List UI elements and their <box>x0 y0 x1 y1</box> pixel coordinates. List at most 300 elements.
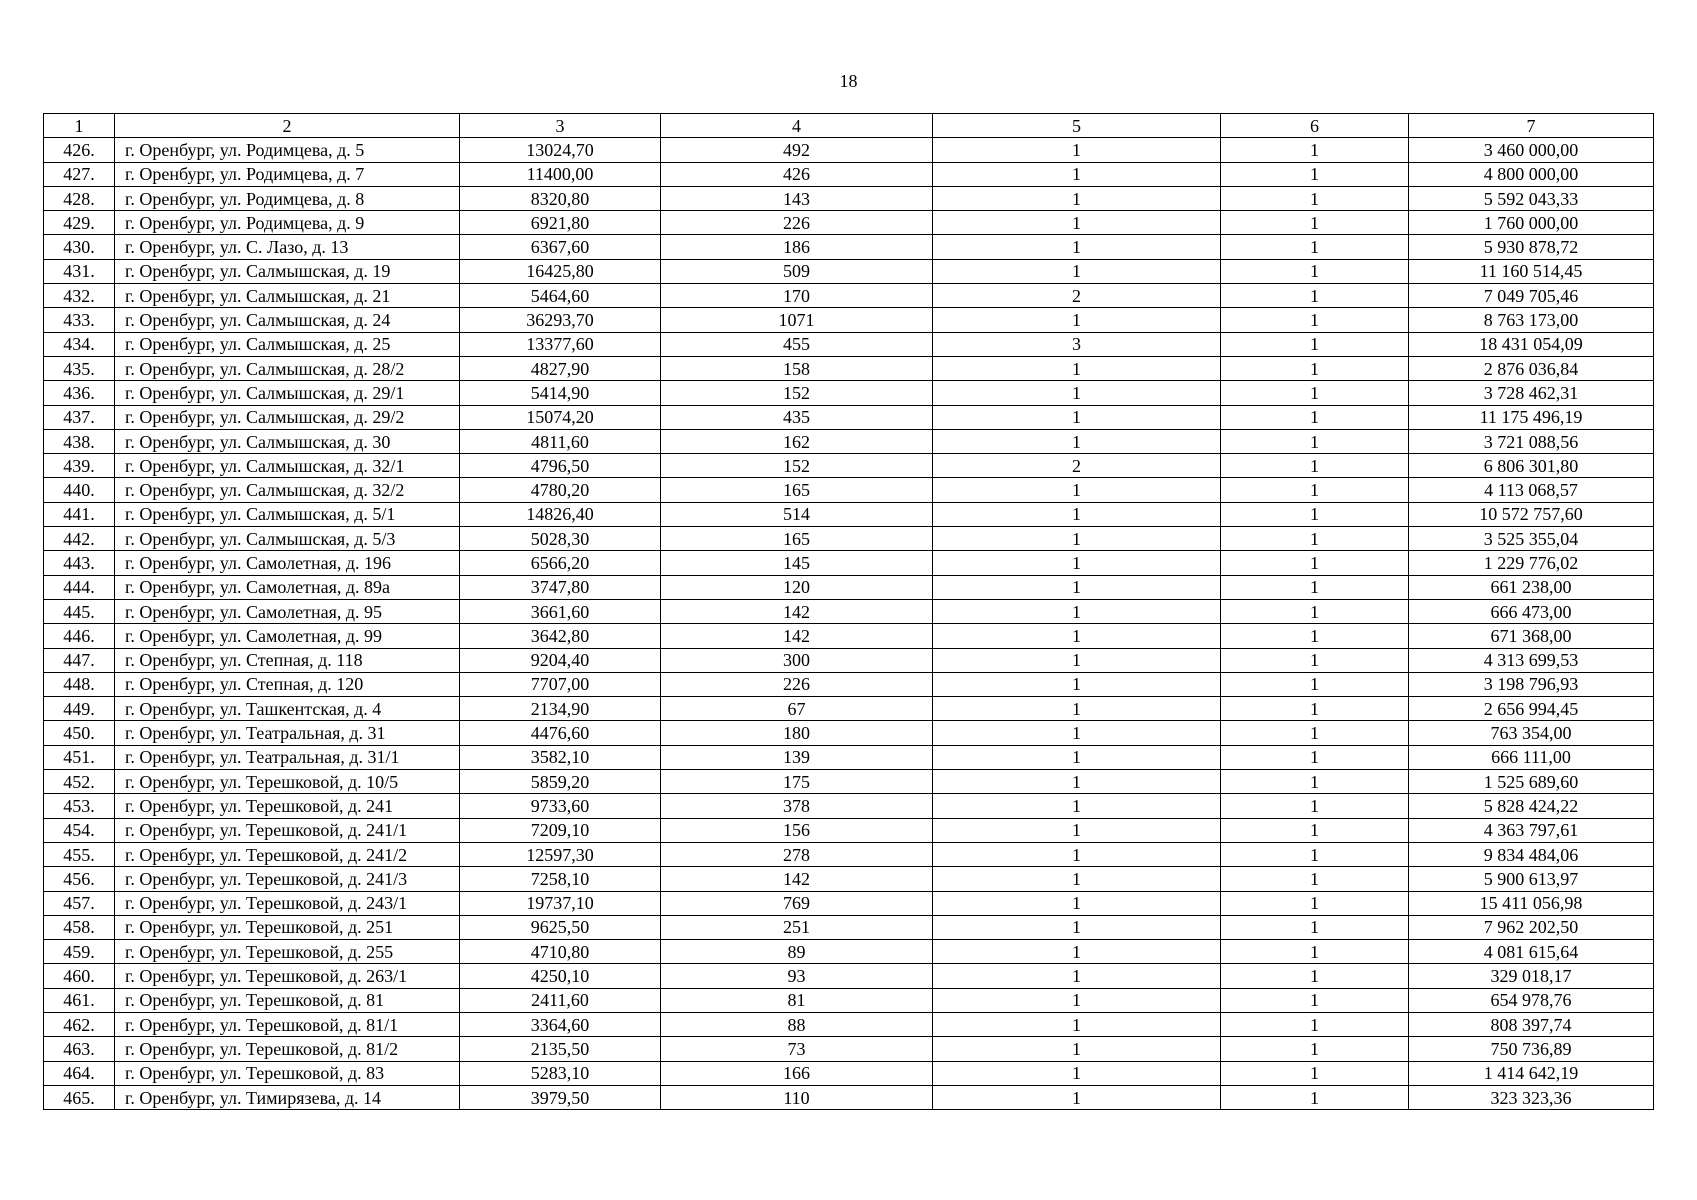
amount-cell: 750 736,89 <box>1409 1037 1654 1061</box>
table-row <box>44 1085 1654 1109</box>
col5-cell: 1 <box>933 915 1221 939</box>
address-cell: г. Оренбург, ул. Самолетная, д. 89а <box>115 575 460 599</box>
col5-cell: 1 <box>933 964 1221 988</box>
address-cell: г. Оренбург, ул. Терешковой, д. 243/1 <box>115 891 460 915</box>
amount-cell: 3 198 796,93 <box>1409 672 1654 696</box>
col6-cell: 1 <box>1221 478 1409 502</box>
residents-cell: 300 <box>661 648 933 672</box>
table-row <box>44 211 1654 235</box>
residents-cell: 492 <box>661 138 933 162</box>
address-cell: г. Оренбург, ул. Тимирязева, д. 14 <box>115 1085 460 1109</box>
col6-cell: 1 <box>1221 867 1409 891</box>
address-cell: г. Оренбург, ул. Терешковой, д. 241/2 <box>115 842 460 866</box>
col5-cell: 1 <box>933 745 1221 769</box>
amount-cell: 5 930 878,72 <box>1409 235 1654 259</box>
table-row <box>44 332 1654 356</box>
table-row <box>44 381 1654 405</box>
col5-cell: 1 <box>933 842 1221 866</box>
col6-cell: 1 <box>1221 1061 1409 1085</box>
area-cell: 2134,90 <box>460 697 661 721</box>
amount-cell: 4 363 797,61 <box>1409 818 1654 842</box>
amount-cell: 666 111,00 <box>1409 745 1654 769</box>
col5-cell: 1 <box>933 672 1221 696</box>
row-number-cell: 455. <box>44 842 115 866</box>
amount-cell: 15 411 056,98 <box>1409 891 1654 915</box>
row-number-cell: 441. <box>44 502 115 526</box>
row-number-cell: 462. <box>44 1012 115 1036</box>
col5-cell: 1 <box>933 259 1221 283</box>
table-row <box>44 454 1654 478</box>
amount-cell: 4 800 000,00 <box>1409 162 1654 186</box>
amount-cell: 763 354,00 <box>1409 721 1654 745</box>
col6-cell: 1 <box>1221 138 1409 162</box>
amount-cell: 329 018,17 <box>1409 964 1654 988</box>
table-row <box>44 1061 1654 1085</box>
table-row <box>44 818 1654 842</box>
amount-cell: 6 806 301,80 <box>1409 454 1654 478</box>
col6-cell: 1 <box>1221 502 1409 526</box>
residents-cell: 73 <box>661 1037 933 1061</box>
residents-cell: 152 <box>661 381 933 405</box>
address-cell: г. Оренбург, ул. Салмышская, д. 29/1 <box>115 381 460 405</box>
area-cell: 12597,30 <box>460 842 661 866</box>
col6-cell: 1 <box>1221 1037 1409 1061</box>
row-number-cell: 447. <box>44 648 115 672</box>
address-cell: г. Оренбург, ул. Терешковой, д. 241 <box>115 794 460 818</box>
table-row <box>44 186 1654 210</box>
col5-cell: 1 <box>933 1012 1221 1036</box>
col6-cell: 1 <box>1221 259 1409 283</box>
residents-cell: 175 <box>661 770 933 794</box>
area-cell: 7707,00 <box>460 672 661 696</box>
residents-cell: 226 <box>661 211 933 235</box>
address-cell: г. Оренбург, ул. С. Лазо, д. 13 <box>115 235 460 259</box>
area-cell: 2411,60 <box>460 988 661 1012</box>
registry-table <box>43 113 1654 1110</box>
table-row <box>44 770 1654 794</box>
area-cell: 2135,50 <box>460 1037 661 1061</box>
col5-cell: 1 <box>933 429 1221 453</box>
address-cell: г. Оренбург, ул. Терешковой, д. 81/2 <box>115 1037 460 1061</box>
area-cell: 4827,90 <box>460 356 661 380</box>
table-row <box>44 502 1654 526</box>
col6-cell: 1 <box>1221 818 1409 842</box>
row-number-cell: 446. <box>44 624 115 648</box>
area-cell: 4476,60 <box>460 721 661 745</box>
residents-cell: 170 <box>661 284 933 308</box>
residents-cell: 455 <box>661 332 933 356</box>
address-cell: г. Оренбург, ул. Родимцева, д. 8 <box>115 186 460 210</box>
amount-cell: 5 828 424,22 <box>1409 794 1654 818</box>
residents-cell: 165 <box>661 478 933 502</box>
amount-cell: 323 323,36 <box>1409 1085 1654 1109</box>
col5-cell: 1 <box>933 381 1221 405</box>
col5-cell: 2 <box>933 284 1221 308</box>
table-row <box>44 138 1654 162</box>
area-cell: 9625,50 <box>460 915 661 939</box>
address-cell: г. Оренбург, ул. Салмышская, д. 21 <box>115 284 460 308</box>
address-cell: г. Оренбург, ул. Терешковой, д. 10/5 <box>115 770 460 794</box>
area-cell: 5283,10 <box>460 1061 661 1085</box>
area-cell: 4780,20 <box>460 478 661 502</box>
area-cell: 14826,40 <box>460 502 661 526</box>
area-cell: 3642,80 <box>460 624 661 648</box>
col6-cell: 1 <box>1221 186 1409 210</box>
col6-cell: 1 <box>1221 672 1409 696</box>
header-cell-col-1: 1 <box>44 114 115 138</box>
page-number: 18 <box>839 71 858 91</box>
col6-cell: 1 <box>1221 211 1409 235</box>
table-row <box>44 915 1654 939</box>
col5-cell: 1 <box>933 308 1221 332</box>
amount-cell: 3 525 355,04 <box>1409 527 1654 551</box>
area-cell: 8320,80 <box>460 186 661 210</box>
amount-cell: 4 081 615,64 <box>1409 940 1654 964</box>
amount-cell: 1 760 000,00 <box>1409 211 1654 235</box>
amount-cell: 7 049 705,46 <box>1409 284 1654 308</box>
area-cell: 4811,60 <box>460 429 661 453</box>
residents-cell: 145 <box>661 551 933 575</box>
amount-cell: 11 175 496,19 <box>1409 405 1654 429</box>
col5-cell: 1 <box>933 138 1221 162</box>
amount-cell: 4 313 699,53 <box>1409 648 1654 672</box>
col6-cell: 1 <box>1221 842 1409 866</box>
residents-cell: 93 <box>661 964 933 988</box>
col5-cell: 2 <box>933 454 1221 478</box>
col5-cell: 1 <box>933 502 1221 526</box>
table-row <box>44 624 1654 648</box>
row-number-cell: 432. <box>44 284 115 308</box>
amount-cell: 7 962 202,50 <box>1409 915 1654 939</box>
area-cell: 4250,10 <box>460 964 661 988</box>
address-cell: г. Оренбург, ул. Салмышская, д. 28/2 <box>115 356 460 380</box>
header-cell-col-4: 4 <box>661 114 933 138</box>
col5-cell: 1 <box>933 575 1221 599</box>
table-row <box>44 356 1654 380</box>
col6-cell: 1 <box>1221 381 1409 405</box>
residents-cell: 142 <box>661 867 933 891</box>
residents-cell: 152 <box>661 454 933 478</box>
row-number-cell: 456. <box>44 867 115 891</box>
residents-cell: 1071 <box>661 308 933 332</box>
row-number-cell: 454. <box>44 818 115 842</box>
col6-cell: 1 <box>1221 794 1409 818</box>
col6-cell: 1 <box>1221 1012 1409 1036</box>
address-cell: г. Оренбург, ул. Терешковой, д. 81 <box>115 988 460 1012</box>
address-cell: г. Оренбург, ул. Родимцева, д. 7 <box>115 162 460 186</box>
table-row <box>44 988 1654 1012</box>
table-row <box>44 599 1654 623</box>
col6-cell: 1 <box>1221 429 1409 453</box>
residents-cell: 378 <box>661 794 933 818</box>
area-cell: 13377,60 <box>460 332 661 356</box>
col6-cell: 1 <box>1221 551 1409 575</box>
table-row <box>44 672 1654 696</box>
table-row <box>44 405 1654 429</box>
row-number-cell: 439. <box>44 454 115 478</box>
table-row <box>44 721 1654 745</box>
residents-cell: 166 <box>661 1061 933 1085</box>
col6-cell: 1 <box>1221 697 1409 721</box>
col5-cell: 1 <box>933 527 1221 551</box>
table-row <box>44 648 1654 672</box>
amount-cell: 18 431 054,09 <box>1409 332 1654 356</box>
col5-cell: 1 <box>933 818 1221 842</box>
header-cell-col-3: 3 <box>460 114 661 138</box>
amount-cell: 3 728 462,31 <box>1409 381 1654 405</box>
col6-cell: 1 <box>1221 915 1409 939</box>
row-number-cell: 448. <box>44 672 115 696</box>
row-number-cell: 428. <box>44 186 115 210</box>
col6-cell: 1 <box>1221 624 1409 648</box>
residents-cell: 162 <box>661 429 933 453</box>
table-row <box>44 1037 1654 1061</box>
table-row <box>44 964 1654 988</box>
row-number-cell: 463. <box>44 1037 115 1061</box>
address-cell: г. Оренбург, ул. Ташкентская, д. 4 <box>115 697 460 721</box>
row-number-cell: 427. <box>44 162 115 186</box>
amount-cell: 1 229 776,02 <box>1409 551 1654 575</box>
address-cell: г. Оренбург, ул. Театральная, д. 31/1 <box>115 745 460 769</box>
area-cell: 5414,90 <box>460 381 661 405</box>
col5-cell: 1 <box>933 235 1221 259</box>
amount-cell: 9 834 484,06 <box>1409 842 1654 866</box>
row-number-cell: 433. <box>44 308 115 332</box>
area-cell: 19737,10 <box>460 891 661 915</box>
residents-cell: 769 <box>661 891 933 915</box>
address-cell: г. Оренбург, ул. Салмышская, д. 5/3 <box>115 527 460 551</box>
address-cell: г. Оренбург, ул. Салмышская, д. 24 <box>115 308 460 332</box>
row-number-cell: 464. <box>44 1061 115 1085</box>
row-number-cell: 435. <box>44 356 115 380</box>
col5-cell: 1 <box>933 1085 1221 1109</box>
col6-cell: 1 <box>1221 405 1409 429</box>
address-cell: г. Оренбург, ул. Салмышская, д. 32/2 <box>115 478 460 502</box>
col5-cell: 1 <box>933 478 1221 502</box>
col5-cell: 1 <box>933 697 1221 721</box>
area-cell: 6566,20 <box>460 551 661 575</box>
residents-cell: 278 <box>661 842 933 866</box>
header-row <box>44 114 1654 138</box>
col6-cell: 1 <box>1221 964 1409 988</box>
residents-cell: 186 <box>661 235 933 259</box>
table-row <box>44 235 1654 259</box>
row-number-cell: 457. <box>44 891 115 915</box>
col5-cell: 1 <box>933 186 1221 210</box>
address-cell: г. Оренбург, ул. Салмышская, д. 29/2 <box>115 405 460 429</box>
address-cell: г. Оренбург, ул. Терешковой, д. 263/1 <box>115 964 460 988</box>
col6-cell: 1 <box>1221 284 1409 308</box>
address-cell: г. Оренбург, ул. Салмышская, д. 30 <box>115 429 460 453</box>
table-row <box>44 308 1654 332</box>
col5-cell: 1 <box>933 1061 1221 1085</box>
residents-cell: 81 <box>661 988 933 1012</box>
header-cell-col-5: 5 <box>933 114 1221 138</box>
row-number-cell: 461. <box>44 988 115 1012</box>
row-number-cell: 438. <box>44 429 115 453</box>
address-cell: г. Оренбург, ул. Салмышская, д. 32/1 <box>115 454 460 478</box>
col6-cell: 1 <box>1221 745 1409 769</box>
area-cell: 5028,30 <box>460 527 661 551</box>
residents-cell: 139 <box>661 745 933 769</box>
residents-cell: 89 <box>661 940 933 964</box>
col5-cell: 1 <box>933 867 1221 891</box>
area-cell: 36293,70 <box>460 308 661 332</box>
table-row <box>44 284 1654 308</box>
area-cell: 7258,10 <box>460 867 661 891</box>
col5-cell: 1 <box>933 794 1221 818</box>
address-cell: г. Оренбург, ул. Терешковой, д. 241/1 <box>115 818 460 842</box>
row-number-cell: 445. <box>44 599 115 623</box>
table-row <box>44 162 1654 186</box>
row-number-cell: 436. <box>44 381 115 405</box>
table-row <box>44 794 1654 818</box>
col6-cell: 1 <box>1221 162 1409 186</box>
area-cell: 3364,60 <box>460 1012 661 1036</box>
residents-cell: 156 <box>661 818 933 842</box>
col5-cell: 1 <box>933 648 1221 672</box>
col5-cell: 1 <box>933 1037 1221 1061</box>
row-number-cell: 452. <box>44 770 115 794</box>
area-cell: 3979,50 <box>460 1085 661 1109</box>
col5-cell: 1 <box>933 988 1221 1012</box>
col5-cell: 1 <box>933 405 1221 429</box>
row-number-cell: 442. <box>44 527 115 551</box>
area-cell: 11400,00 <box>460 162 661 186</box>
residents-cell: 435 <box>661 405 933 429</box>
col6-cell: 1 <box>1221 721 1409 745</box>
row-number-cell: 426. <box>44 138 115 162</box>
col6-cell: 1 <box>1221 332 1409 356</box>
amount-cell: 5 900 613,97 <box>1409 867 1654 891</box>
address-cell: г. Оренбург, ул. Терешковой, д. 81/1 <box>115 1012 460 1036</box>
col5-cell: 3 <box>933 332 1221 356</box>
address-cell: г. Оренбург, ул. Театральная, д. 31 <box>115 721 460 745</box>
area-cell: 6367,60 <box>460 235 661 259</box>
row-number-cell: 444. <box>44 575 115 599</box>
table-row <box>44 745 1654 769</box>
residents-cell: 509 <box>661 259 933 283</box>
area-cell: 5859,20 <box>460 770 661 794</box>
amount-cell: 2 656 994,45 <box>1409 697 1654 721</box>
col5-cell: 1 <box>933 891 1221 915</box>
col5-cell: 1 <box>933 624 1221 648</box>
amount-cell: 661 238,00 <box>1409 575 1654 599</box>
residents-cell: 143 <box>661 186 933 210</box>
amount-cell: 1 414 642,19 <box>1409 1061 1654 1085</box>
row-number-cell: 449. <box>44 697 115 721</box>
amount-cell: 4 113 068,57 <box>1409 478 1654 502</box>
address-cell: г. Оренбург, ул. Терешковой, д. 83 <box>115 1061 460 1085</box>
address-cell: г. Оренбург, ул. Родимцева, д. 9 <box>115 211 460 235</box>
table-row <box>44 842 1654 866</box>
address-cell: г. Оренбург, ул. Степная, д. 118 <box>115 648 460 672</box>
table-row <box>44 575 1654 599</box>
area-cell: 15074,20 <box>460 405 661 429</box>
amount-cell: 2 876 036,84 <box>1409 356 1654 380</box>
col6-cell: 1 <box>1221 770 1409 794</box>
area-cell: 13024,70 <box>460 138 661 162</box>
col6-cell: 1 <box>1221 1085 1409 1109</box>
area-cell: 16425,80 <box>460 259 661 283</box>
col6-cell: 1 <box>1221 527 1409 551</box>
area-cell: 4796,50 <box>460 454 661 478</box>
residents-cell: 120 <box>661 575 933 599</box>
residents-cell: 514 <box>661 502 933 526</box>
address-cell: г. Оренбург, ул. Родимцева, д. 5 <box>115 138 460 162</box>
area-cell: 9733,60 <box>460 794 661 818</box>
col5-cell: 1 <box>933 162 1221 186</box>
area-cell: 5464,60 <box>460 284 661 308</box>
address-cell: г. Оренбург, ул. Салмышская, д. 25 <box>115 332 460 356</box>
amount-cell: 3 460 000,00 <box>1409 138 1654 162</box>
col6-cell: 1 <box>1221 891 1409 915</box>
row-number-cell: 431. <box>44 259 115 283</box>
amount-cell: 3 721 088,56 <box>1409 429 1654 453</box>
address-cell: г. Оренбург, ул. Самолетная, д. 95 <box>115 599 460 623</box>
residents-cell: 226 <box>661 672 933 696</box>
address-cell: г. Оренбург, ул. Степная, д. 120 <box>115 672 460 696</box>
col6-cell: 1 <box>1221 575 1409 599</box>
col5-cell: 1 <box>933 770 1221 794</box>
table-row <box>44 1012 1654 1036</box>
row-number-cell: 453. <box>44 794 115 818</box>
col6-cell: 1 <box>1221 648 1409 672</box>
area-cell: 3747,80 <box>460 575 661 599</box>
row-number-cell: 429. <box>44 211 115 235</box>
row-number-cell: 450. <box>44 721 115 745</box>
col5-cell: 1 <box>933 599 1221 623</box>
area-cell: 6921,80 <box>460 211 661 235</box>
row-number-cell: 434. <box>44 332 115 356</box>
residents-cell: 67 <box>661 697 933 721</box>
address-cell: г. Оренбург, ул. Салмышская, д. 5/1 <box>115 502 460 526</box>
header-cell-col-2: 2 <box>115 114 460 138</box>
table-row <box>44 429 1654 453</box>
row-number-cell: 465. <box>44 1085 115 1109</box>
col6-cell: 1 <box>1221 308 1409 332</box>
table-row <box>44 259 1654 283</box>
amount-cell: 666 473,00 <box>1409 599 1654 623</box>
amount-cell: 5 592 043,33 <box>1409 186 1654 210</box>
area-cell: 9204,40 <box>460 648 661 672</box>
address-cell: г. Оренбург, ул. Терешковой, д. 241/3 <box>115 867 460 891</box>
row-number-cell: 440. <box>44 478 115 502</box>
table-row <box>44 867 1654 891</box>
table-row <box>44 478 1654 502</box>
amount-cell: 11 160 514,45 <box>1409 259 1654 283</box>
header-cell-col-7: 7 <box>1409 114 1654 138</box>
table-body <box>44 138 1654 1110</box>
header-cell-col-6: 6 <box>1221 114 1409 138</box>
residents-cell: 251 <box>661 915 933 939</box>
row-number-cell: 451. <box>44 745 115 769</box>
amount-cell: 671 368,00 <box>1409 624 1654 648</box>
amount-cell: 8 763 173,00 <box>1409 308 1654 332</box>
row-number-cell: 430. <box>44 235 115 259</box>
col6-cell: 1 <box>1221 988 1409 1012</box>
area-cell: 7209,10 <box>460 818 661 842</box>
area-cell: 3661,60 <box>460 599 661 623</box>
residents-cell: 426 <box>661 162 933 186</box>
col5-cell: 1 <box>933 211 1221 235</box>
address-cell: г. Оренбург, ул. Терешковой, д. 251 <box>115 915 460 939</box>
table-row <box>44 891 1654 915</box>
col6-cell: 1 <box>1221 940 1409 964</box>
table-row <box>44 940 1654 964</box>
address-cell: г. Оренбург, ул. Салмышская, д. 19 <box>115 259 460 283</box>
row-number-cell: 437. <box>44 405 115 429</box>
